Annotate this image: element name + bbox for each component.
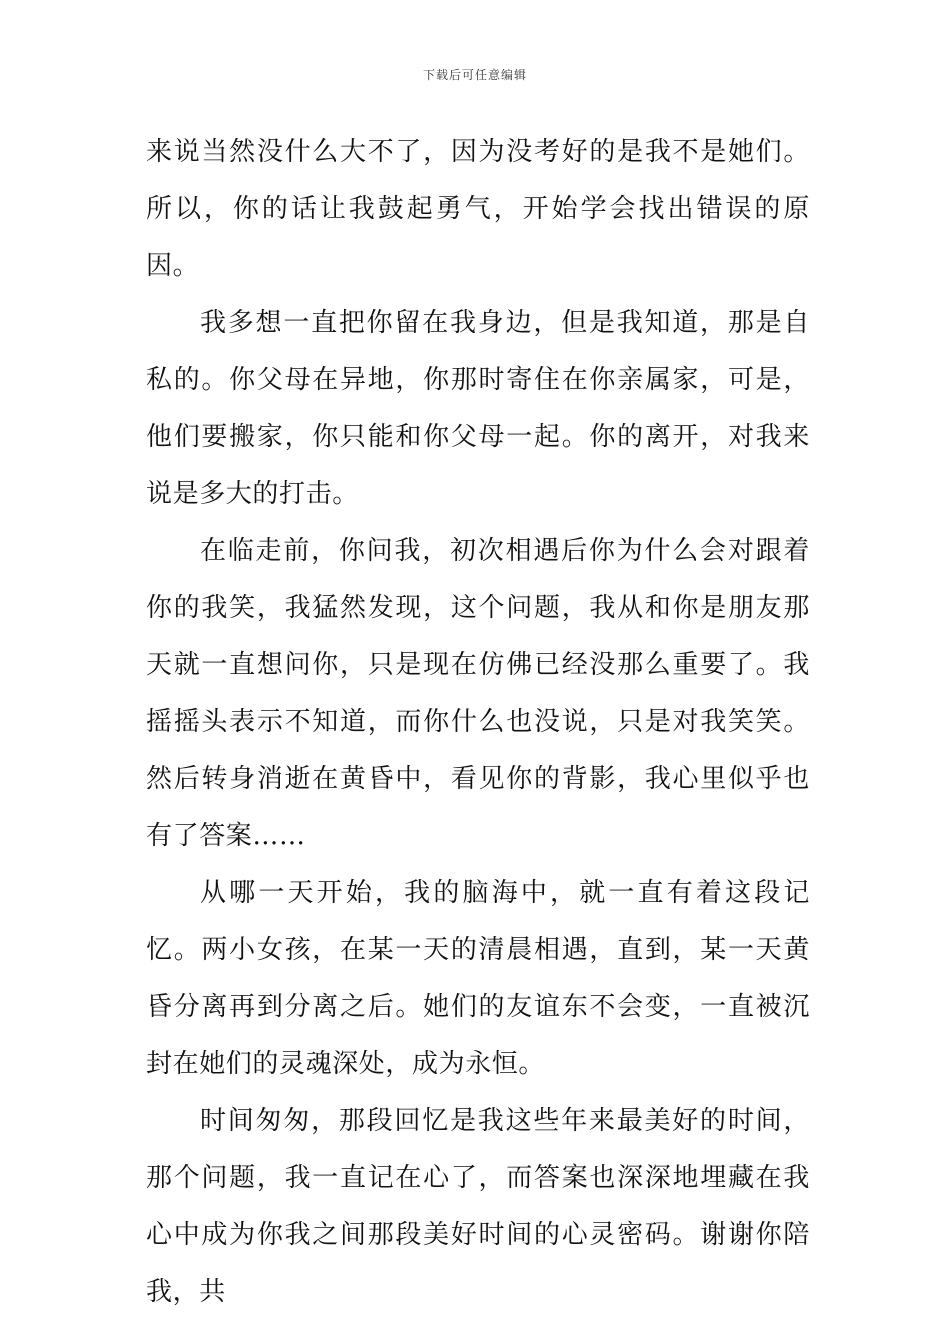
paragraph-5: 时间匆匆，那段回忆是我这些年来最美好的时间，那个问题，我一直记在心了，而答案也深深地埋藏在我心中成为你我之间那段美好时间的心灵密码。谢谢你陪我，共 — [146, 1106, 810, 1307]
body-text — [146, 124, 810, 1321]
page-header: 下载后可任意编辑 — [422, 68, 527, 82]
paragraph-4: 从哪一天开始，我的脑海中，就一直有着这段记忆。两小女孩，在某一天的清晨相遇，直到，某一天黄昏分离再到分离之后。她们的友谊东不会变，一直被沉封在她们的灵魂深处，成为永恒。 — [146, 878, 810, 1079]
paragraph-2: 我多想一直把你留在我身边，但是我知道，那是自私的。你父母在异地，你那时寄住在你亲属家，可是，他们要搬家，你只能和你父母一起。你的离开，对我来说是多大的打击。 — [146, 308, 810, 509]
paragraph-1: 来说当然没什么大不了，因为没考好的是我不是她们。所以，你的话让我鼓起勇气，开始学会找出错误的原因。 — [146, 137, 810, 281]
paragraph-3: 在临走前，你问我，初次相遇后你为什么会对跟着你的我笑，我猛然发现，这个问题，我从和你是朋友那天就一直想问你，只是现在仿佛已经没那么重要了。我摇摇头表示不知道，而你什么也没说，只是对我笑笑。然后转身消逝在黄昏中，看见你的背影，我心里似乎也有了答案…… — [146, 536, 810, 851]
